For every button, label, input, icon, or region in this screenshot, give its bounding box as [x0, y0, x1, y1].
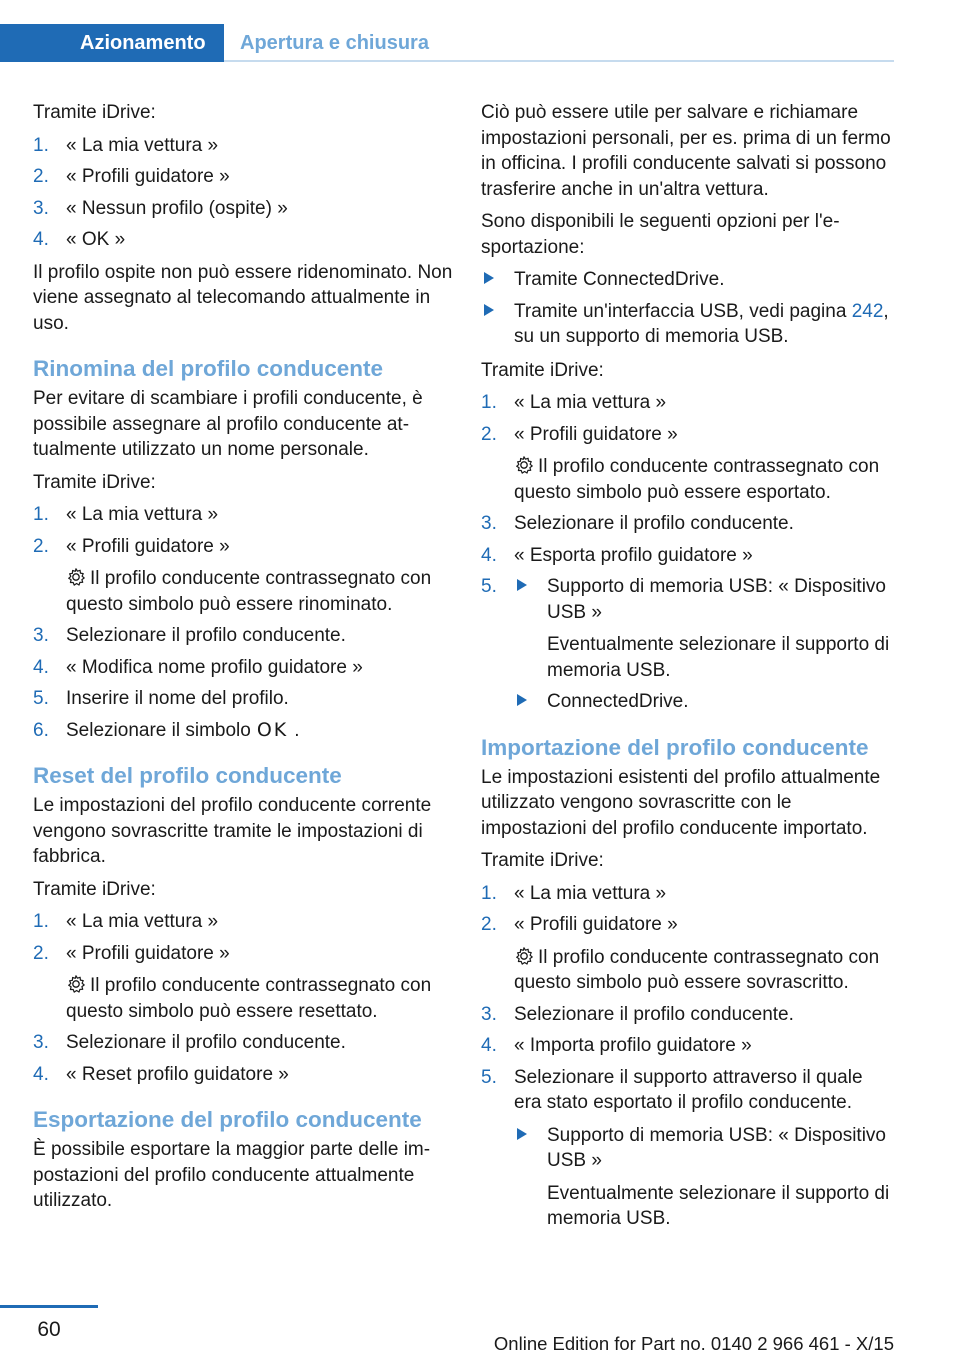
step-note — [66, 973, 453, 1024]
step-text: Selezionare il profilo conducente. — [66, 1032, 346, 1053]
list-item — [481, 299, 893, 350]
step-text: « La mia vettura » — [514, 882, 667, 904]
step-number: 2. — [33, 166, 49, 187]
list-item — [33, 227, 453, 253]
triangle-bullet-icon — [517, 694, 527, 706]
footer-rule — [0, 1305, 98, 1308]
right-column — [481, 100, 893, 1239]
list-item — [33, 164, 453, 190]
step-number: 4. — [33, 656, 49, 678]
step-text: « Modifica nome profilo guidatore » — [66, 656, 363, 678]
step-number: 5. — [33, 688, 49, 709]
bullet-list — [514, 574, 893, 715]
triangle-bullet-icon — [484, 272, 494, 284]
list-item — [481, 511, 893, 537]
step-text: « La mia vettura » — [514, 392, 667, 413]
list-item — [33, 534, 453, 618]
step-number: 4. — [481, 1035, 497, 1056]
list-item — [33, 686, 453, 712]
step-text: « OK » — [66, 229, 126, 250]
note-text: Il profilo conducente contrassegnato con questo simbolo può essere sovrascritto. — [514, 946, 880, 993]
step-number: 4. — [33, 1063, 49, 1085]
step-number: 3. — [481, 513, 497, 534]
paragraph: Per evitare di scambiare i profili conducente, è possibile assegnare al profilo conducente attualmente utilizzato un nome personale. — [33, 388, 423, 460]
gear-icon — [514, 455, 534, 475]
bullet-list — [481, 267, 893, 350]
gear-icon — [66, 567, 86, 587]
bullet-text: ConnectedDrive. — [547, 691, 689, 712]
paragraph: Tramite iDrive: — [33, 102, 156, 123]
step-number: 1. — [33, 134, 49, 156]
list-item — [481, 881, 893, 907]
gear-icon — [66, 974, 86, 994]
list-item — [514, 689, 893, 715]
list-item — [33, 1062, 453, 1088]
heading-reset: Reset del profilo conducente — [33, 763, 342, 788]
bullet-list — [514, 1123, 893, 1232]
list-item — [33, 941, 453, 1025]
list-item — [33, 1030, 453, 1056]
step-number: 2. — [481, 423, 497, 445]
list-item — [481, 390, 893, 416]
bullet-text: Tramite ConnectedDrive. — [514, 269, 725, 290]
paragraph: Ciò può essere utile per salvare e richiamare impostazioni personali, per es. prima di un fermo in officina. I profili conducente salvati si possono trasferire anche in un'altra vettura. — [481, 102, 891, 200]
step-text: « Esporta profilo guidatore » — [514, 544, 753, 566]
list-item — [514, 574, 893, 683]
step-number: 2. — [33, 535, 49, 557]
note-text: Il profilo conducente contrassegnato con questo simbolo può essere esportato. — [514, 456, 880, 503]
step-text: Inserire il nome del profilo. — [66, 688, 289, 709]
left-column — [33, 100, 453, 1221]
step-text: « Profili guidatore » — [66, 942, 230, 964]
list-item — [33, 623, 453, 649]
step-number: 4. — [481, 544, 497, 566]
step-text: Selezionare il profilo conducente. — [66, 625, 346, 646]
step-number: 3. — [33, 1032, 49, 1053]
step-number: 1. — [481, 392, 497, 413]
paragraph: Le impostazioni del profilo conducente corrente vengono sovrascritte tramite le impostazioni di fabbrica. — [33, 795, 432, 867]
step-text: « Profili guidatore » — [514, 423, 678, 445]
step-text: « La mia vettura » — [66, 504, 219, 525]
step-number: 2. — [481, 914, 497, 935]
step-text: « Profili guidatore » — [66, 535, 230, 557]
list-item — [481, 574, 893, 715]
list-item — [481, 543, 893, 569]
list-item — [33, 196, 453, 222]
list-item — [33, 909, 453, 935]
header-bar — [0, 24, 894, 62]
step-text: « Profili guidatore » — [514, 914, 678, 935]
paragraph: Il profilo ospite non può essere ridenominato. Non viene assegnato al telecomando attualmente in uso. — [33, 261, 453, 334]
list-item — [481, 1033, 893, 1059]
step-number: 1. — [481, 882, 497, 904]
step-note — [514, 945, 893, 996]
step-text: Selezionare il supporto attraverso il quale era stato esportato il profilo conducente. — [514, 1066, 863, 1113]
triangle-bullet-icon — [484, 304, 494, 316]
step-list — [33, 909, 453, 1087]
step-note — [66, 566, 453, 617]
tab-apertura-e-chiusura[interactable]: Apertura e chiusura — [240, 32, 429, 54]
step-number: 5. — [481, 1066, 497, 1088]
list-item: 6. Selezionare il simbolo OK . — [33, 718, 453, 744]
list-item — [481, 267, 893, 293]
list-item — [33, 655, 453, 681]
list-item — [481, 912, 893, 996]
paragraph: Tramite iDrive: — [481, 359, 604, 381]
step-number: 3. — [33, 197, 49, 219]
header-divider — [224, 60, 894, 62]
bullet-text: , su un supporto di memoria USB. — [514, 300, 889, 347]
step-number: 3. — [33, 625, 49, 646]
list-item — [514, 1123, 893, 1232]
step-list — [481, 881, 893, 1232]
tab-azionamento[interactable]: Azionamento — [0, 24, 224, 62]
list-item — [481, 1002, 893, 1028]
step-text: « Reset profilo guidatore » — [66, 1063, 289, 1085]
step-note — [514, 454, 893, 505]
step-text: Selezionare il profilo conducente. — [514, 513, 794, 534]
step-list — [481, 390, 893, 715]
triangle-bullet-icon — [517, 1128, 527, 1140]
paragraph: Tramite iDrive: — [481, 850, 604, 871]
heading-import: Importazione del profilo conducente — [481, 734, 869, 760]
bullet-text: Supporto di memoria USB: « Dispositivo USB » — [547, 576, 886, 623]
step-text: « La mia vettura » — [66, 911, 219, 932]
step-text: « Importa profilo guidatore » — [514, 1035, 752, 1056]
step-number: 1. — [33, 504, 49, 525]
footer-edition: Online Edition for Part no. 0140 2 966 461 - X/15 — [493, 1333, 894, 1354]
step-list — [33, 133, 453, 253]
step-list — [33, 502, 453, 743]
step-text: « La mia vettura » — [66, 134, 219, 156]
list-item — [33, 502, 453, 528]
paragraph: Le impostazioni esistenti del profilo attualmente utilizzato vengono sovrascritte con le impostazioni del profilo conducente importato. — [481, 766, 881, 839]
step-number: 3. — [481, 1003, 497, 1025]
paragraph: Tramite iDrive: — [33, 471, 156, 493]
note-text: Il profilo conducente contrassegnato con questo simbolo può essere rinominato. — [66, 568, 432, 615]
bullet-text: Tramite un'interfaccia USB, vedi pagina — [514, 300, 847, 322]
paragraph: Tramite iDrive: — [33, 878, 156, 900]
heading-rename: Rinomina del profilo conducente — [33, 356, 384, 381]
bullet-text: Supporto di memoria USB: « Dispositivo USB » — [547, 1124, 886, 1171]
step-text: « Nessun profilo (ospite) » — [66, 197, 288, 219]
bullet-note: Eventualmente selezionare il supporto di memoria USB. — [547, 634, 890, 681]
step-number: 4. — [33, 229, 49, 250]
gear-icon — [514, 946, 534, 966]
note-text: Il profilo conducente contrassegnato con questo simbolo può essere resettato. — [66, 975, 432, 1022]
step-number: 5. — [481, 576, 497, 597]
step-number: 1. — [33, 911, 49, 932]
step-number: 6. — [33, 719, 49, 741]
paragraph: È possibile esportare la maggior parte delle impostazioni del profilo conducente attualmente utilizzato. — [33, 1139, 431, 1211]
list-item — [33, 133, 453, 159]
list-item — [481, 1065, 893, 1232]
list-item — [481, 422, 893, 506]
triangle-bullet-icon — [517, 579, 527, 591]
heading-export: Esportazione del profilo conducente — [33, 1107, 422, 1132]
paragraph: Sono disponibili le seguenti opzioni per l'esportazione: — [481, 211, 840, 258]
step-text: Selezionare il simbolo — [66, 719, 251, 741]
step-text: « Profili guidatore » — [66, 166, 230, 187]
ok-symbol: OK — [256, 718, 289, 741]
page-link[interactable]: 242 — [851, 300, 884, 322]
bullet-note: Eventualmente selezionare il supporto di memoria USB. — [547, 1182, 890, 1229]
step-text: Selezionare il profilo conducente. — [514, 1003, 794, 1025]
step-number: 2. — [33, 942, 49, 964]
page-number: 60 — [37, 1318, 61, 1341]
